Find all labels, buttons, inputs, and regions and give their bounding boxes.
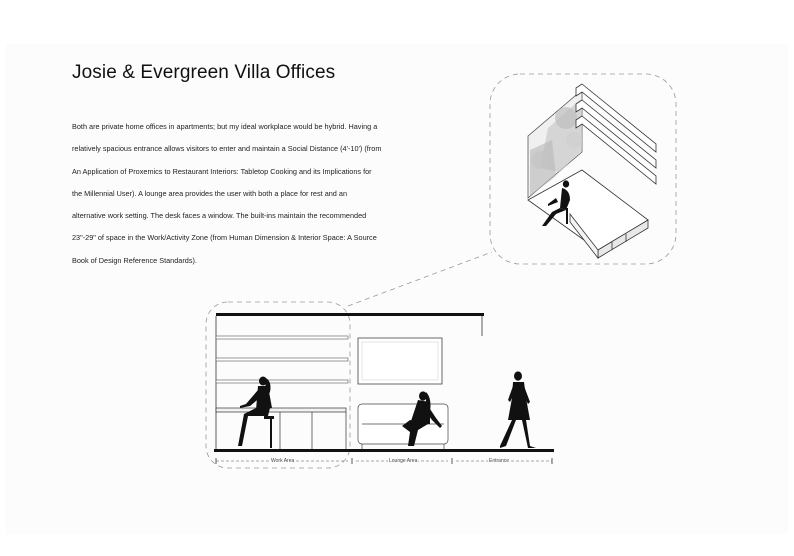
zone-label-lounge: Lounge Area (389, 458, 418, 464)
wall-shelves (576, 84, 656, 184)
paragraph-line: relatively spacious entrance allows visitors to enter and maintain a Social Distance (4'-10') (from (72, 144, 382, 154)
page-title: Josie & Evergreen Villa Offices (72, 62, 336, 83)
floor-line (214, 449, 554, 452)
section-shelves (216, 336, 348, 383)
ceiling-slab (216, 313, 484, 316)
person-icon-entrance (500, 371, 536, 448)
work-area-bubble (206, 302, 350, 468)
paragraph-line: alternative work setting. The desk faces a window. The built-ins maintain the recommended (72, 211, 367, 221)
paragraph-line: Both are private home offices in apartments; but my ideal workplace would be hybrid. Having a (72, 122, 378, 131)
wall-window (358, 338, 442, 384)
paragraph-line: 23"-29" of space in the Work/Activity Zone (from Human Dimension & Interior Space: A Source (72, 233, 377, 243)
paragraph-line: the Millennial User). A lounge area provides the user with both a place for rest and an (72, 188, 348, 198)
section-sofa (358, 404, 448, 450)
section-desk (216, 408, 346, 450)
zone-label-work: Work Area (271, 458, 295, 464)
section-elevation (206, 302, 554, 468)
zone-label-entrance: Entrance (489, 458, 510, 464)
paragraph-line: An Application of Proxemics to Restaurant Interiors: Tabletop Cooking and its Implications for (72, 166, 372, 176)
connector-line (348, 252, 492, 306)
paragraph-line: Book of Design Reference Standards). (72, 255, 197, 265)
axonometric-detail (490, 74, 676, 264)
